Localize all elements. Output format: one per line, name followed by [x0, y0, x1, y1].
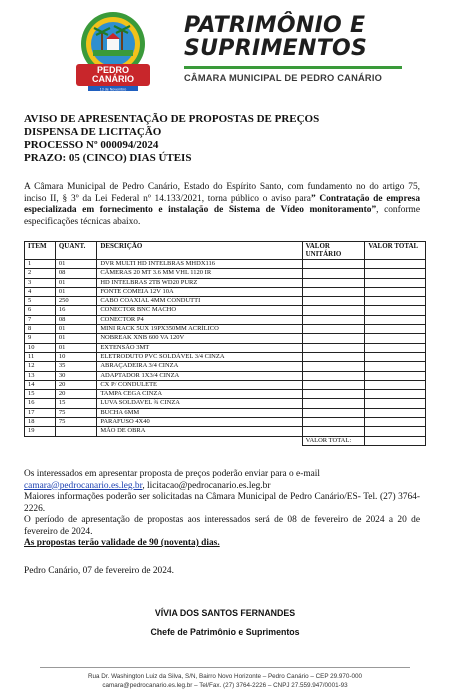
col-header-descricao: DESCRIÇÃO [97, 242, 302, 260]
cell-valor-total [365, 315, 426, 324]
brand-subtitle: CÂMARA MUNICIPAL DE PEDRO CANÁRIO [184, 73, 383, 83]
cell-valor-unitario [302, 390, 365, 399]
cell-valor-total [365, 343, 426, 352]
cell-item: 3 [25, 278, 56, 287]
cell-valor-total [365, 278, 426, 287]
cell-descricao: CABO COAXIAL 4MM CONDUTTI [97, 297, 302, 306]
cell-valor-unitario [302, 371, 365, 380]
brand-title [184, 14, 367, 60]
cell-item: 10 [25, 343, 56, 352]
cell-valor-unitario [302, 278, 365, 287]
table-row [25, 399, 426, 408]
cell-item: 5 [25, 297, 56, 306]
cell-descricao: DVR MULTI HD INTELBRAS MHDX116 [97, 260, 302, 269]
cell-descricao: LUVA SOLDAVEL ¾ CINZA [97, 399, 302, 408]
cell-quant: 35 [55, 362, 96, 371]
cell-valor-unitario [302, 297, 365, 306]
cell-valor-unitario [302, 315, 365, 324]
table-row [25, 315, 426, 324]
cell-descricao: MINI RACK 5UX 19PX350MM ACRÍLICO [97, 325, 302, 334]
table-row [25, 287, 426, 296]
cell-quant: 08 [55, 315, 96, 324]
cell-quant: 01 [55, 343, 96, 352]
cell-valor-total [365, 260, 426, 269]
deadline: PRAZO: 05 (CINCO) DIAS ÚTEIS [24, 152, 192, 164]
intro-object: ” Contratação de empresa especializada em fornecimento e instalação de Sistema de Vídeo monitoramento” [24, 193, 421, 216]
footer-divider [40, 667, 410, 668]
notice-title: AVISO DE APRESENTAÇÃO DE PROPOSTAS DE PREÇOS [24, 113, 320, 125]
cell-quant: 16 [55, 306, 96, 315]
cell-descricao: CX P/ CONDULETE [97, 380, 302, 389]
process-number: PROCESSO Nº 000094/2024 [24, 139, 159, 151]
cell-quant: 08 [55, 269, 96, 278]
cell-valor-total [365, 371, 426, 380]
cell-valor-unitario [302, 269, 365, 278]
cell-item: 13 [25, 371, 56, 380]
cell-valor-total [365, 325, 426, 334]
letterhead [0, 0, 450, 95]
cell-valor-total [365, 269, 426, 278]
cell-valor-total [365, 362, 426, 371]
cell-valor-total [365, 380, 426, 389]
table-row [25, 427, 426, 436]
cell-descricao: NOBREAK XNB 600 VA 120V [97, 334, 302, 343]
email-link[interactable]: camara@pedrocanario.es.leg.br [24, 480, 143, 491]
contact-text: Os interessados em apresentar proposta de preços poderão enviar para o e-mail [24, 469, 320, 479]
cell-valor-unitario [302, 427, 365, 436]
contact-section [24, 469, 420, 550]
cell-item: 11 [25, 352, 56, 361]
cell-item: 8 [25, 325, 56, 334]
period-paragraph: O período de apresentação de propostas aos interessados será de 08 de fevereiro de 2024 a 20 de fevereiro de 2024. [24, 515, 420, 537]
cell-quant: 01 [55, 260, 96, 269]
cell-descricao: CÂMERAS 20 MT 3.6 MM VHL 1120 IR [97, 269, 302, 278]
cell-quant: 10 [55, 352, 96, 361]
cell-quant: 01 [55, 325, 96, 334]
email-secondary: , licitacao@pedrocanario.es.leg.br [142, 480, 271, 491]
table-row [25, 260, 426, 269]
table-row [25, 306, 426, 315]
cell-descricao: EXTENSÃO 3MT [97, 343, 302, 352]
validity-paragraph: As propostas terão validade de 90 (noventa) dias. [24, 538, 220, 548]
table-row [25, 343, 426, 352]
pedro-canario-logo [58, 6, 168, 92]
cell-descricao: TAMPA CEGA CINZA [97, 390, 302, 399]
cell-item: 6 [25, 306, 56, 315]
cell-quant: 30 [55, 371, 96, 380]
table-row [25, 418, 426, 427]
cell-quant: 75 [55, 408, 96, 417]
cell-item: 16 [25, 399, 56, 408]
table-row [25, 278, 426, 287]
cell-item: 7 [25, 315, 56, 324]
brand-title-line-2: SUPRIMENTOS [184, 36, 368, 61]
cell-valor-unitario [302, 380, 365, 389]
cell-quant: 75 [55, 418, 96, 427]
date-line: Pedro Canário, 07 de fevereiro de 2024. [24, 566, 174, 576]
cell-valor-total [365, 352, 426, 361]
cell-quant [55, 427, 96, 436]
cell-item: 4 [25, 287, 56, 296]
contact-paragraph [24, 469, 420, 492]
notice-subtitle: DISPENSA DE LICITAÇÃO [24, 126, 162, 138]
cell-descricao: BUCHA 6MM [97, 408, 302, 417]
logo-wordmark: PEDRO [96, 65, 130, 75]
cell-descricao: CONECTOR P4 [97, 315, 302, 324]
cell-valor-unitario [302, 362, 365, 371]
cell-item: 15 [25, 390, 56, 399]
cell-item: 18 [25, 418, 56, 427]
cell-valor-unitario [302, 408, 365, 417]
table-row [25, 325, 426, 334]
cell-descricao: ADAPTADOR 1X3/4 CINZA [97, 371, 302, 380]
table-row [25, 362, 426, 371]
intro-paragraph [24, 182, 420, 228]
table-row [25, 371, 426, 380]
intro-text: A Câmara Municipal de Pedro Canário, Estado do Espírito Santo, com fundamento no do artigo 75, inciso II, § 3º da Lei Federal nº 14.133/2021, torna público o aviso para [24, 182, 420, 204]
brand-divider [184, 66, 402, 69]
cell-valor-unitario [302, 352, 365, 361]
notice-titles [24, 113, 424, 165]
cell-item: 12 [25, 362, 56, 371]
footer-contact: camara@pedrocanario.es.leg.br – Tel/Fax. (27) 3764-2226 – CNPJ 27.559.947/0001-93 [102, 682, 348, 689]
col-header-quant: QUANT. [55, 242, 96, 260]
cell-quant: 01 [55, 278, 96, 287]
cell-item: 2 [25, 269, 56, 278]
logo-ribbon: 13 de Novembro [99, 87, 127, 92]
cell-valor-total [365, 418, 426, 427]
logo-wordmark-2: CANÁRIO [92, 74, 134, 84]
cell-valor-total [365, 408, 426, 417]
cell-valor-total [365, 427, 426, 436]
cell-descricao: ELETRODUTO PVC SOLDÁVEL 3/4 CINZA [97, 352, 302, 361]
col-header-valor-unitario: VALOR UNITÁRIO [302, 242, 365, 260]
table-total-row [25, 436, 426, 445]
cell-valor-total [365, 399, 426, 408]
cell-valor-unitario [302, 325, 365, 334]
intro-end: , conforme especificações técnicas abaixo. [24, 205, 421, 227]
cell-descricao: HD INTELBRAS 2TB WD20 PURZ [97, 278, 302, 287]
col-header-valor-total: VALOR TOTAL [365, 242, 426, 260]
items-table [24, 241, 426, 446]
cell-item: 1 [25, 260, 56, 269]
table-row [25, 269, 426, 278]
cell-valor-unitario [302, 343, 365, 352]
total-value [365, 436, 426, 445]
signatory-name: VÍVIA DOS SANTOS FERNANDES [154, 608, 296, 618]
total-label: VALOR TOTAL: [302, 436, 365, 445]
table-header-row [25, 242, 426, 260]
table-row [25, 352, 426, 361]
total-row-spacer [25, 436, 303, 445]
cell-item: 14 [25, 380, 56, 389]
cell-quant: 15 [55, 399, 96, 408]
col-header-item: ITEM [25, 242, 56, 260]
cell-valor-total [365, 306, 426, 315]
cell-quant: 01 [55, 334, 96, 343]
table-row [25, 408, 426, 417]
cell-descricao: MÃO DE OBRA [97, 427, 302, 436]
cell-valor-unitario [302, 306, 365, 315]
cell-quant: 20 [55, 390, 96, 399]
cell-item: 9 [25, 334, 56, 343]
cell-descricao: PARAFUSO 4X40 [97, 418, 302, 427]
cell-valor-unitario [302, 334, 365, 343]
table-row [25, 380, 426, 389]
cell-valor-total [365, 334, 426, 343]
table-row [25, 297, 426, 306]
cell-quant: 250 [55, 297, 96, 306]
footer-address: Rua Dr. Washington Luiz da Silva, S/N, Bairro Novo Horizonte – Pedro Canário – CEP 29.970-000 [87, 673, 363, 680]
info-paragraph: Maiores informações poderão ser solicitadas na Câmara Municipal de Pedro Canário/ES- Tel. (27) 3764-2226. [24, 492, 420, 514]
cell-quant: 20 [55, 380, 96, 389]
table-row [25, 334, 426, 343]
cell-valor-unitario [302, 287, 365, 296]
cell-valor-unitario [302, 399, 365, 408]
cell-quant: 01 [55, 287, 96, 296]
brand-title-line-1: PATRIMÔNIO E [184, 13, 366, 38]
cell-valor-total [365, 390, 426, 399]
signatory-role: Chefe de Patrimônio e Suprimentos [150, 627, 300, 637]
cell-descricao: CONECTOR BNC MACHO [97, 306, 302, 315]
cell-valor-unitario [302, 260, 365, 269]
table-row [25, 390, 426, 399]
cell-item: 17 [25, 408, 56, 417]
cell-valor-unitario [302, 418, 365, 427]
cell-descricao: FONTE COMEIA 12V 10A [97, 287, 302, 296]
cell-descricao: ABRAÇADEIRA 3/4 CINZA [97, 362, 302, 371]
cell-item: 19 [25, 427, 56, 436]
cell-valor-total [365, 297, 426, 306]
cell-valor-total [365, 287, 426, 296]
